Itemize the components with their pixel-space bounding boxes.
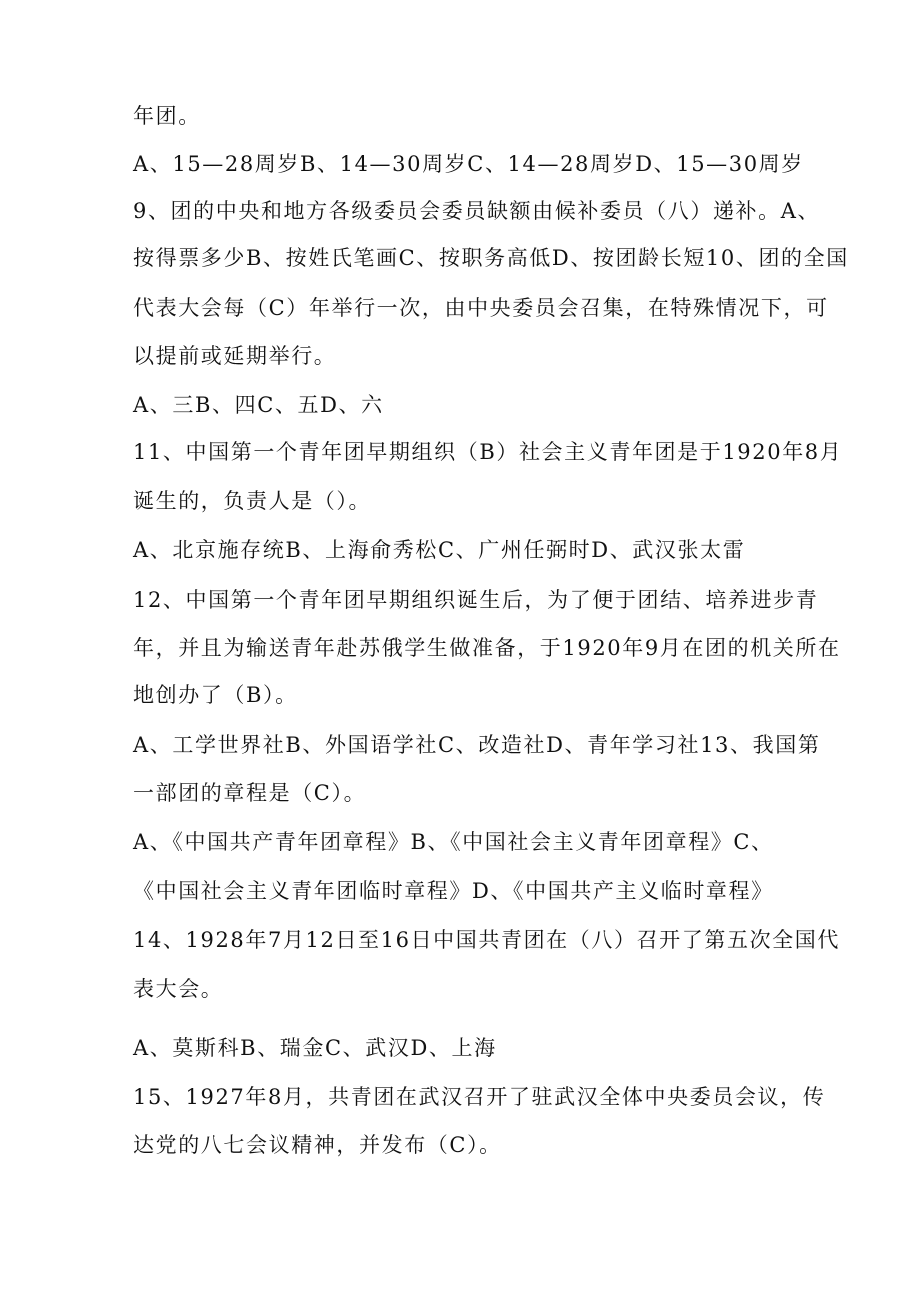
text-line: 按得票多少B、按姓氏笔画C、按职务高低D、按团龄长短10、团的全国 xyxy=(133,246,849,270)
text-line: 12、中国第一个青年团早期组织诞生后，为了便于团结、培养进步青 xyxy=(133,588,819,612)
text-line: A、《中国共产青年团章程》B、《中国社会主义青年团章程》C、 xyxy=(133,830,774,854)
text-line: 达党的八七会议精神，并发布（C）。 xyxy=(133,1133,502,1157)
text-line: 表大会。 xyxy=(133,977,224,1001)
text-line: A、15—28周岁B、14—30周岁C、14—28周岁D、15—30周岁 xyxy=(133,152,804,176)
text-line: 14、1928年7月12日至16日中国共青团在（八）召开了第五次全国代 xyxy=(133,928,840,952)
text-line: 15、1927年8月，共青团在武汉召开了驻武汉全体中央委员会议，传 xyxy=(133,1085,826,1109)
text-line: A、工学世界社B、外国语学社C、改造社D、青年学习社13、我国第 xyxy=(133,733,821,757)
text-line: 以提前或延期举行。 xyxy=(133,344,337,368)
text-line: 11、中国第一个青年团早期组织（B）社会主义青年团是于1920年8月 xyxy=(133,440,843,464)
text-line: 年，并且为输送青年赴苏俄学生做准备，于1920年9月在团的机关所在 xyxy=(133,636,841,660)
text-line: A、三B、四C、五D、六 xyxy=(133,393,384,417)
text-line: A、北京施存统B、上海俞秀松C、广州任弼时D、武汉张太雷 xyxy=(133,538,746,562)
text-line: A、莫斯科B、瑞金C、武汉D、上海 xyxy=(133,1036,497,1060)
text-line: 9、团的中央和地方各级委员会委员缺额由候补委员（八）递补。A、 xyxy=(133,199,821,223)
text-line: 一部团的章程是（C）。 xyxy=(133,781,367,805)
text-line: 地创办了（B）。 xyxy=(133,683,298,707)
text-line: 《中国社会主义青年团临时章程》D、《中国共产主义临时章程》 xyxy=(133,879,774,903)
text-line: 诞生的，负责人是（）。 xyxy=(133,489,372,513)
text-line: 代表大会每（C）年举行一次，由中央委员会召集，在特殊情况下，可 xyxy=(133,296,829,320)
text-line: 年团。 xyxy=(133,104,201,128)
